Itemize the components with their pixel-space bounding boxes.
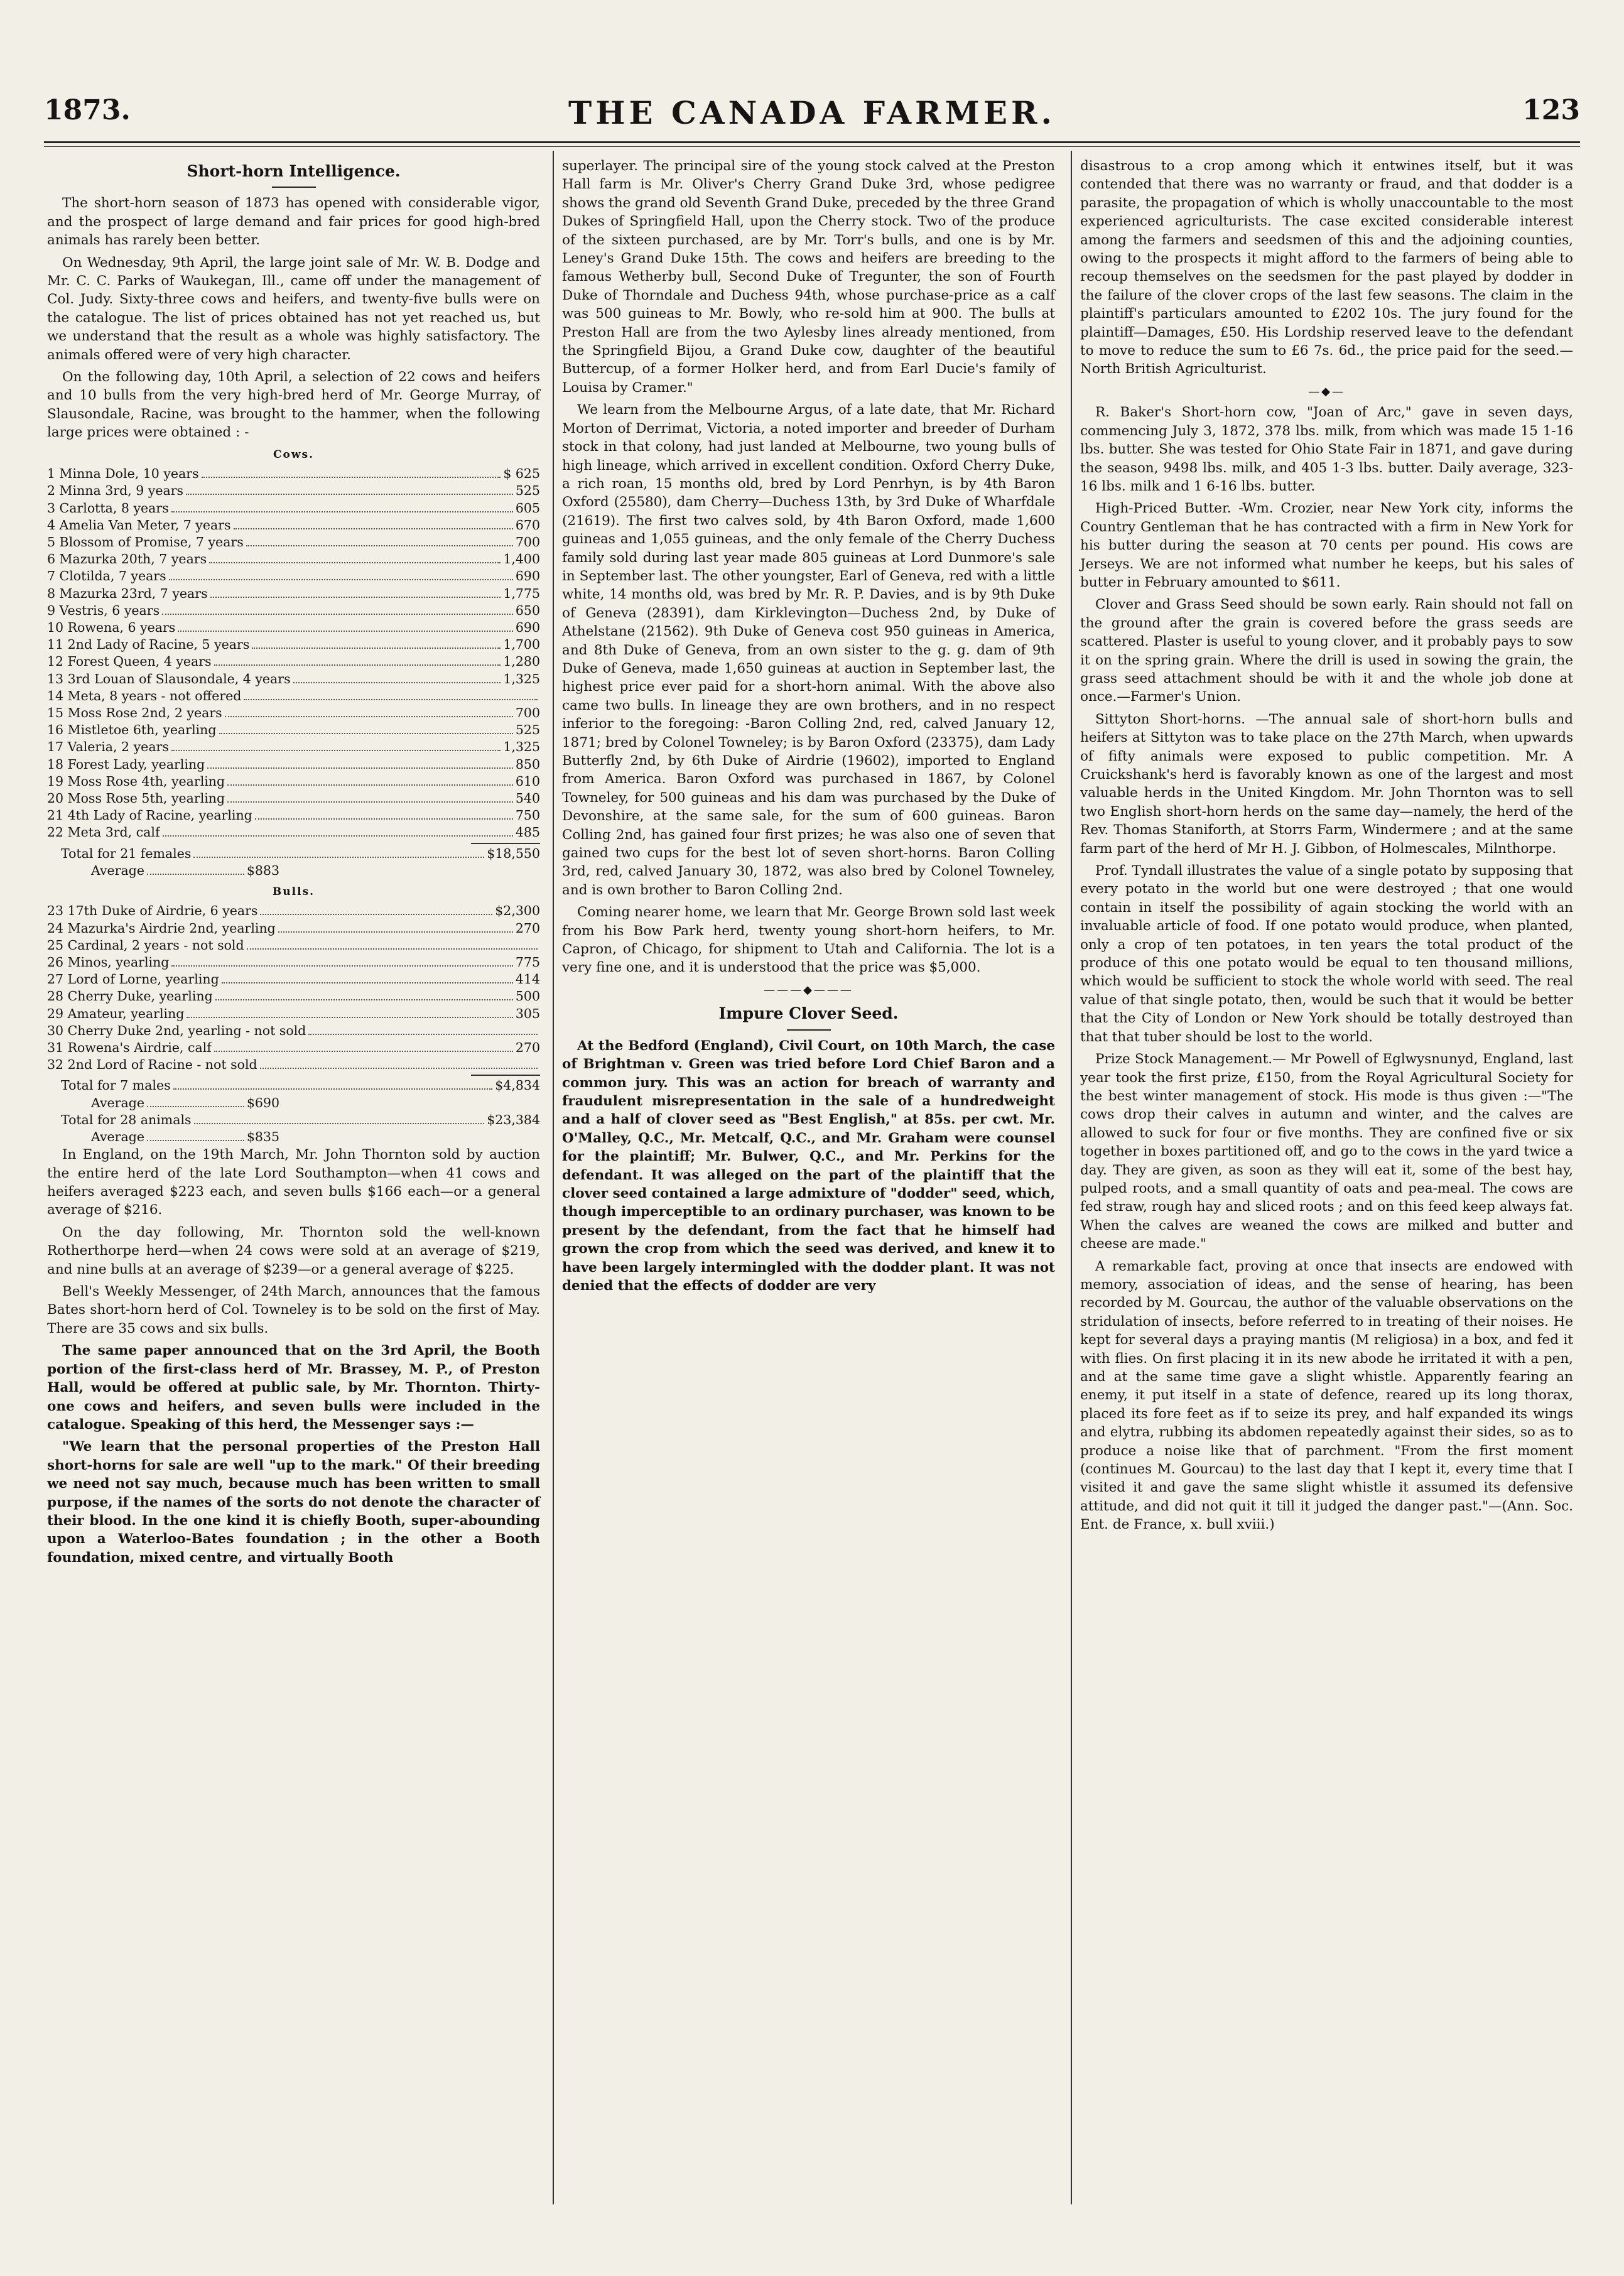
sale-price: $ 625 — [503, 466, 540, 482]
paragraph: R. Baker's Short-horn cow, "Joan of Arc," gave in seven days, commencing July 3, 1872, 378 lbs. milk, from which was made 15 1-16 lbs. butter. She was tested for Ohio State Fair in 1871, and gave during the season, 9498 lbs. milk, and 405 1-3 lbs. butter. Daily average, 323-16 lbs. milk and 1 6-16 lbs. butter. — [1080, 404, 1573, 494]
average-label: Average — [91, 862, 144, 878]
animal-name: 25 Cardinal, 2 years - not sold — [47, 937, 244, 953]
average-label: Average — [91, 1129, 144, 1145]
paragraph: Prof. Tyndall illustrates the value of a single potato by supposing that every potato in the world but one were destroyed ; that one would contain in itself the possibility of again stocking the world with an invaluable article of food. If one potato would produce, when planted, only a crop of ten potatoes, in ten years the total product of the produce of this one potato would be equal to ten thousand millions, which would be sufficient to stock the whole world with seed. The real value of that single potato, then, would be such that it would be better that the City of London or New York should be totally destroyed than that that tuber should be lost to the world. — [1080, 863, 1573, 1045]
sale-price: 700 — [515, 534, 540, 550]
price-row — [47, 671, 540, 688]
paragraph: Clover and Grass Seed should be sown early. Rain should not fall on the ground after the grain is covered before the grass seeds are scattered. Plaster is useful to young clover, and it probably pays to sow it on the spring grain. Where the drill is used in sowing the grain, the grass seed attachment should be with it and the whole job done at once.—Farmer's Union. — [1080, 597, 1573, 705]
cows-price-list — [47, 465, 540, 841]
sale-price: 690 — [515, 619, 540, 635]
price-row — [47, 619, 540, 636]
heading-rule — [787, 1029, 831, 1031]
column-1 — [47, 157, 540, 1571]
total-label: Total for 28 animals — [61, 1112, 192, 1127]
animal-name: 16 Mistletoe 6th, yearling — [47, 722, 217, 738]
price-row — [47, 773, 540, 790]
price-row — [47, 988, 540, 1005]
average-value: $835 — [246, 1129, 279, 1145]
sale-price: 1,280 — [503, 654, 540, 669]
sale-price: 270 — [515, 1040, 540, 1055]
animal-name: 29 Amateur, yearling — [47, 1005, 185, 1021]
paragraph: superlayer. The principal sire of the young stock calved at the Preston Hall farm is Mr. Oliver's Cherry Grand Duke 3rd, whose pedigree shows the grand old Seventh Grand Duke, preceded by the three Grand Dukes of Springfield Hall, upon the Cherry stock. Two of the produce of the sixteen purchased, are by Mr. Torr's bulls, and one is by Mr. Leney's Grand Duke 15th. The cows and heifers are breeding to the famous Wetherby bull, Second Duke of Tregunter, the son of Fourth Duke of Thorndale and Duchess 94th, whose purchase-price as a calf was 500 guineas to Mr. Bowly, who re-sold him at 900. The bulls at Preston Hall are from the two Aylesby lines already mentioned, from the Springfield Bijou, a Grand Duke cow, daughter of the beautiful Buttercup, of a former Holker herd, and from Earl Ducie's family of Louisa by Cramer." — [562, 158, 1055, 396]
price-row — [47, 568, 540, 585]
animal-name: 4 Amelia Van Meter, 7 years — [47, 517, 231, 533]
sale-price: $2,300 — [495, 903, 540, 919]
price-row — [47, 653, 540, 670]
animal-name: 18 Forest Lady, yearling — [47, 756, 205, 772]
sale-price: 1,400 — [503, 551, 540, 567]
animal-name: 3 Carlotta, 8 years — [47, 500, 169, 516]
paragraph: A remarkable fact, proving at once that insects are endowed with memory, association of ideas, and the sense of hearing, has been recorded by M. Gourcau, the author of the valuable observations on the stridulation of insects, before referred to in treating of their noises. He kept for several days a praying mantis (M religiosa) in a box, and fed it with flies. On first placing it in its new abode he irritated it with a pen, and at the same time gave a slight whistle. Apparently fearing an enemy, it put itself in a state of defence, reared up its long thorax, placed its fore feet as if to seize its prey, and half expanded its wings and elytra, rubbing its abdomen repeatedly against their sides, so as to produce a noise like that of parchment. "From the first moment (continues M. Gourcau) to the last day that I kept it, every time that I visited it and gave the same slight whistle it assumed its defensive attitude, and did not quit it till it judged the danger past."—(Ann. Soc. Ent. de France, x. bull xviii.) — [1080, 1258, 1573, 1533]
animal-name: 23 17th Duke of Airdrie, 6 years — [47, 903, 258, 919]
bold-section — [562, 1037, 1055, 1296]
animal-name: 14 Meta, 8 years - not offered — [47, 688, 242, 703]
price-row — [47, 937, 540, 954]
price-row — [47, 465, 540, 482]
animal-name: 6 Mazurka 20th, 7 years — [47, 551, 207, 567]
sale-price: 540 — [515, 790, 540, 806]
bulls-total-row — [47, 1077, 540, 1094]
sale-price: 485 — [515, 825, 540, 840]
price-row — [47, 482, 540, 499]
price-row — [47, 739, 540, 756]
price-row — [47, 705, 540, 722]
price-row — [47, 602, 540, 619]
paragraph: On the day following, Mr. Thornton sold the well-known Rotherthorpe herd—when 24 cows were sold at an average of $219, and nine bulls at an average of $239—or a general average of $225. — [47, 1224, 540, 1277]
sale-price: 670 — [515, 517, 540, 533]
price-row — [47, 971, 540, 988]
sale-price: 1,700 — [503, 637, 540, 653]
column-divider — [553, 151, 554, 2204]
sale-price: 1,325 — [503, 739, 540, 755]
total-value: $4,834 — [495, 1078, 540, 1093]
sale-price: 525 — [515, 722, 540, 738]
sale-price: 414 — [515, 972, 540, 987]
sale-price: 700 — [515, 705, 540, 720]
sale-price: 270 — [515, 920, 540, 936]
sale-price: 650 — [515, 602, 540, 618]
bulls-average-row — [47, 1095, 279, 1112]
animal-name: 27 Lord of Lorne, yearling — [47, 972, 219, 987]
animal-name: 24 Mazurka's Airdrie 2nd, yearling — [47, 920, 276, 936]
animal-name: 5 Blossom of Promise, 7 years — [47, 534, 244, 550]
sum-rule — [471, 843, 540, 844]
article-heading: Impure Clover Seed. — [718, 1004, 899, 1023]
animal-name: 22 Meta 3rd, calf — [47, 825, 160, 840]
animal-name: 30 Cherry Duke 2nd, yearling - not sold — [47, 1022, 306, 1038]
animal-name: 19 Moss Rose 4th, yearling — [47, 773, 225, 789]
price-row — [47, 1056, 540, 1073]
header-rule-thin — [44, 146, 1580, 147]
animal-name: 17 Valeria, 2 years — [47, 739, 169, 755]
sale-price: 775 — [515, 954, 540, 970]
paragraph: At the Bedford (England), Civil Court, on 10th March, the case of Brightman v. Green was tried before Lord Chief Baron and a common jury. This was an action for breach of warranty and fraudulent misrepresentation in the sale of a hundredweight and a half of clover seed as "Best English," at 85s. per cwt. Mr. O'Malley, Q.C., Mr. Metcalf, Q.C., and Mr. Graham were counsel for the plaintiff; Mr. Bulwer, Q.C., and Mr. Perkins for the defendant. It was alleged on the part of the plaintiff that the clover seed contained a large admixture of "dodder" seed, which, though imperceptible to an ordinary purchaser, was known to be present by the defendant, from the fact that he himself had grown the crop from which the seed was derived, and knew it to have been largely intermingled with the dodder plant. It was not denied that the effects of dodder are very — [562, 1038, 1055, 1294]
paragraph: "We learn that the personal properties of the Preston Hall short-horns for sale are well "up to the mark." Of their breeding we need not say much, because much has been written to small purpose, if the names of the sorts do not denote the character of their blood. In the one kind it is chiefly Booth, super-abounding upon a Waterloo-Bates foundation ; in the other a Booth foundation, mixed centre, and virtually Booth — [47, 1439, 540, 1566]
average-label: Average — [91, 1095, 144, 1110]
sale-price: 750 — [515, 808, 540, 823]
animal-name: 11 2nd Lady of Racine, 5 years — [47, 637, 250, 653]
paragraph: In England, on the 19th March, Mr. John Thornton sold by auction the entire herd of the late Lord Southampton—when 41 cows and heifers averaged $223 each, and seven bulls $166 each—or a general average of $216. — [47, 1147, 540, 1218]
total-value: $18,550 — [487, 845, 540, 861]
section-ornament: —◆— — [1308, 384, 1345, 398]
price-row — [47, 1005, 540, 1022]
animal-name: 15 Moss Rose 2nd, 2 years — [47, 705, 222, 720]
animal-name: 31 Rowena's Airdrie, calf — [47, 1040, 212, 1055]
paragraph: Prize Stock Management.— Mr Powell of Eglwysnunyd, England, last year took the first prize, £150, from the Royal Agricultural Society for the best winter management of stock. His mode is thus given :—"The cows drop their calves in autumn and winter, and the calves are allowed to suck for four or five months. They are confined five or six together in boxes partitioned off, and go to the cows in the yard twice a day. They are given, as soon as they will eat it, some of the best hay, pulped roots, and a small quantity of oats and pea-meal. The cows are fed straw, rough hay and sliced roots ; and on this feed keep always fat. When the calves are weaned the cows are milked and butter and cheese are made." — [1080, 1051, 1573, 1252]
animal-name: 7 Clotilda, 7 years — [47, 568, 166, 584]
average-value: $690 — [246, 1095, 279, 1110]
sale-price: 850 — [515, 756, 540, 772]
all-average-row — [47, 1129, 279, 1146]
column-2 — [562, 157, 1055, 1299]
paragraph: We learn from the Melbourne Argus, of a late date, that Mr. Richard Morton of Derrimat, Victoria, a noted importer and breeder of Durham stock in that colony, had just landed at Melbourne, two young bulls of high lineage, which arrived in excellent condition. Oxford Cherry Duke, a rich roan, 15 months old, bred by Lord Penrhyn, is by 4th Baron Oxford (25580), dam Cherry—Duchess 13th, by 3rd Duke of Wharfdale (21619). The first two calves sold, by 4th Baron Oxford, made 1,600 guineas and 1,055 guineas, and the only female of the Cherry Duchess family sold during last year made 805 guineas at Lord Dunmore's sale in September last. The other youngster, Earl of Geneva, red with a little white, 14 months old, was bred by Mr. R. P. Davies, and is by 9th Duke of Geneva (28391), dam Kirklevington—Duchess 2nd, by Duke of Athelstane (21562). 9th Duke of Geneva cost 950 guineas in America, and 8th Duke of Geneva, from an own sister to the g. g. dam of 9th Duke of Geneva, made 1,650 guineas at auction in September last, the highest price ever paid for a short-horn animal. With the above also came two bulls. In lineage they are own brothers, and in no respect inferior to the foregoing: -Baron Colling 2nd, red, calved January 12, 1871; bred by Colonel Towneley; is by Baron Oxford (23375), dam Lady Butterfly 2nd, by 6th Duke of Airdrie (19602), imported to England from America. Baron Oxford was purchased in 1867, by Colonel Towneley, for 500 guineas and his dam was purchased by the Duke of Devonshire, at the same sale, for the sum of 600 guineas. Baron Colling 2nd, has gained four first prizes; he was also one of seven that gained two cups for the best lot of seven short-horns. Baron Colling 3rd, red, calved January 30, 1872, was also bred by Colonel Towneley, and is own brother to Baron Colling 2nd. — [562, 402, 1055, 898]
sale-price: 500 — [515, 989, 540, 1004]
total-label: Total for 21 females — [61, 845, 192, 861]
price-row — [47, 517, 540, 534]
animal-name: 2 Minna 3rd, 9 years — [47, 483, 184, 499]
paragraph: High-Priced Butter. -Wm. Crozier, near New York city, informs the Country Gentleman that he has contracted with a firm in New York for his butter during the season at 70 cents per pound. His cows are Jerseys. We are not informed what number he keeps, but his sales of butter in February amounted to $611. — [1080, 501, 1573, 590]
paragraph: On the following day, 10th April, a selection of 22 cows and heifers and 10 bulls from the very high-bred herd of Mr. George Murray, of Slausondale, Racine, was brought to the hammer, when the following large prices were obtained : - — [47, 369, 540, 441]
price-row — [47, 954, 540, 971]
newspaper-title: THE CANADA FARMER. — [568, 94, 1056, 131]
page-year: 1873. — [44, 94, 131, 126]
article-heading: Short-horn Intelligence. — [187, 162, 401, 180]
sale-price: 605 — [515, 500, 540, 516]
price-row — [47, 551, 540, 568]
animal-name: 26 Minos, yearling — [47, 954, 170, 970]
animal-name: 1 Minna Dole, 10 years — [47, 466, 199, 482]
price-row — [47, 688, 540, 705]
animal-name: 12 Forest Queen, 4 years — [47, 654, 212, 669]
column-3 — [1080, 157, 1573, 1538]
price-row — [47, 1022, 540, 1039]
animal-name: 10 Rowena, 6 years — [47, 619, 176, 635]
cows-heading: Cows. — [273, 448, 314, 461]
paragraph: Coming nearer home, we learn that Mr. George Brown sold last week from his Bow Park herd, twenty young short-horn heifers, to Mr. Capron, of Chicago, for shipment to Utah and California. The lot is a very fine one, and it is understood that the price was $5,000. — [562, 904, 1055, 976]
sale-price: 690 — [515, 568, 540, 584]
sale-price: 1,325 — [503, 671, 540, 686]
paragraph: disastrous to a crop among which it entwines itself, but it was contended that there was no warranty or fraud, and that dodder is a parasite, the propagation of which is wholly unaccountable to the most experienced agriculturists. The case excited considerable interest among the farmers and seedsmen of this and the adjoining counties, owing to the prospects it might afford to the farmers of being able to recoup themselves on the seedsmen for the past played by dodder in the failure of the clover crops of the last few seasons. The claim in the plaintiff's particulars amounted to £202 10s. The jury found for the plaintiff—Damages, £50. His Lordship reserved leave to the defendant to move to reduce the sum to £6 7s. 6d., the price paid for the seed.—North British Agriculturist. — [1080, 158, 1573, 377]
price-row — [47, 722, 540, 739]
sale-price: 610 — [515, 773, 540, 789]
column-divider — [1071, 151, 1072, 2204]
price-row — [47, 790, 540, 807]
total-value: $23,384 — [487, 1112, 540, 1127]
cows-average-row — [47, 862, 279, 879]
price-row — [47, 807, 540, 824]
bold-section — [47, 1341, 540, 1567]
animal-name: 21 4th Lady of Racine, yearling — [47, 808, 252, 823]
cows-total-row — [47, 845, 540, 862]
animal-name: 9 Vestris, 6 years — [47, 602, 160, 618]
animal-name: 32 2nd Lord of Racine - not sold — [47, 1057, 257, 1073]
sale-price: 1,775 — [503, 585, 540, 601]
sum-rule — [471, 1075, 540, 1076]
paragraph: Bell's Weekly Messenger, of 24th March, announces that the famous Bates short-horn herd of Col. Towneley is to be sold on the first of May. There are 35 cows and six bulls. — [47, 1284, 540, 1336]
paragraph: The short-horn season of 1873 has opened with considerable vigor, and the prospect of large demand and fair prices for good high-bred animals has rarely been better. — [47, 195, 540, 249]
paragraph: On Wednesday, 9th April, the large joint sale of Mr. W. B. Dodge and Mr. C. C. Parks of Waukegan, Ill., came off under the management of Col. Judy. Sixty-three cows and heifers, and twenty-five bulls were on the catalogue. The list of prices obtained has not yet reached us, but we understand that the result as a whole was highly satisfactory. The animals offered were of very high character. — [47, 254, 540, 363]
animal-name: 28 Cherry Duke, yearling — [47, 989, 213, 1004]
bulls-price-list — [47, 902, 540, 1073]
section-ornament: ———◆——— — [764, 983, 853, 997]
page-header — [44, 94, 1580, 138]
header-rule — [44, 141, 1580, 143]
all-total-row — [47, 1112, 540, 1129]
animal-name: 8 Mazurka 23rd, 7 years — [47, 585, 208, 601]
price-row — [47, 500, 540, 517]
price-row — [47, 534, 540, 551]
price-row — [47, 756, 540, 773]
paragraph: The same paper announced that on the 3rd April, the Booth portion of the first-class herd of Mr. Brassey, M. P., of Preston Hall, would be offered at public sale, by Mr. Thornton. Thirty-one cows and heifers, and seven bulls were included in the catalogue. Speaking of this herd, the Messenger says :— — [47, 1343, 540, 1433]
price-row — [47, 824, 540, 841]
price-row — [47, 585, 540, 602]
heading-rule — [272, 187, 316, 188]
price-row — [47, 902, 540, 919]
animal-name: 20 Moss Rose 5th, yearling — [47, 790, 225, 806]
price-row — [47, 636, 540, 653]
bulls-heading: Bulls. — [272, 885, 315, 898]
sale-price: 525 — [515, 483, 540, 499]
price-row — [47, 1039, 540, 1056]
page-number: 123 — [1522, 94, 1580, 126]
average-value: $883 — [246, 862, 279, 878]
paragraph: Sittyton Short-horns. —The annual sale of short-horn bulls and heifers at Sittyton was to take place on the 27th March, when upwards of fifty animals were exposed to public competition. Mr. A Cruickshank's herd is favorably known as one of the largest and most valuable herds in the United Kingdom. Mr. John Thornton was to sell two English short-horn herds on the same day—namely, the herd of the Rev. Thomas Staniforth, at Storrs Farm, Windermere ; and at the same farm part of the herd of Mr H. J. Gibbon, of Holmescales, Milnthorpe. — [1080, 711, 1573, 857]
total-label: Total for 7 males — [61, 1078, 171, 1093]
animal-name: 13 3rd Louan of Slausondale, 4 years — [47, 671, 291, 686]
sale-price: 305 — [515, 1005, 540, 1021]
price-row — [47, 920, 540, 937]
